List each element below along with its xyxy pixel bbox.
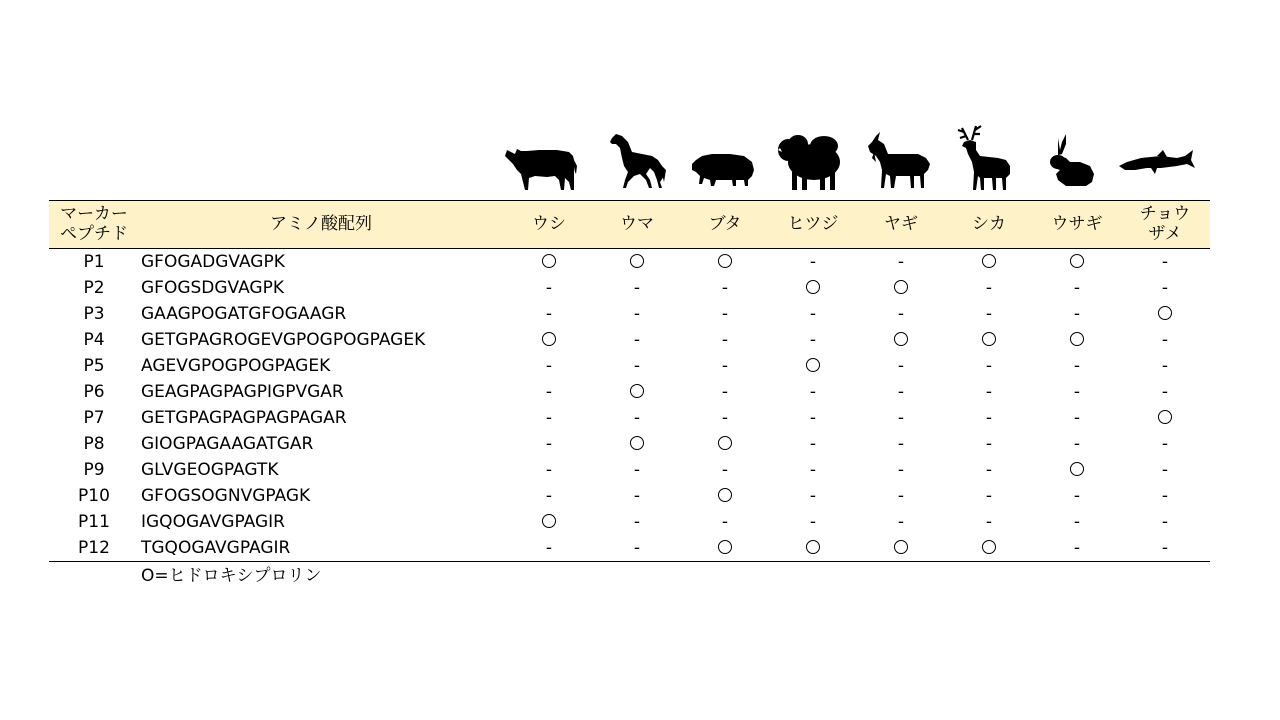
absent-mark: -: [721, 512, 729, 532]
absent-mark: -: [633, 330, 641, 350]
circle-icon: [894, 540, 908, 554]
present-mark: [769, 535, 857, 561]
absent-mark: -: [1073, 382, 1081, 402]
present-mark: [681, 483, 769, 509]
sequence-cell: GFOGSOGNVGPAGK: [141, 486, 311, 506]
absent-mark: -: [809, 486, 817, 506]
circle-icon: [718, 436, 732, 450]
circle-icon: [806, 358, 820, 372]
absent-mark: -: [1161, 330, 1169, 350]
species-label: ヒツジ: [787, 214, 839, 234]
header-marker-line2: ペプチド: [60, 224, 128, 244]
footnote: O=ヒドロキシプロリン: [141, 566, 322, 586]
horse-icon: [606, 120, 666, 195]
present-mark: [505, 249, 593, 275]
absent-mark: -: [985, 434, 993, 454]
present-mark: [945, 249, 1033, 275]
absent-mark: -: [1073, 408, 1081, 428]
absent-mark: -: [1161, 460, 1169, 480]
species-label: ウマ: [620, 214, 654, 234]
present-mark: [505, 327, 593, 353]
absent-mark: -: [809, 434, 817, 454]
absent-mark: -: [721, 460, 729, 480]
sequence-cell: GEAGPAGPAGPIGPVGAR: [141, 382, 344, 402]
table-row: [0, 457, 1280, 483]
absent-mark: -: [1073, 278, 1081, 298]
absent-mark: -: [1073, 304, 1081, 324]
absent-mark: -: [545, 408, 553, 428]
absent-mark: -: [721, 278, 729, 298]
present-mark: [593, 249, 681, 275]
absent-mark: -: [633, 512, 641, 532]
deer-icon: [954, 120, 1014, 195]
species-label: ウシ: [532, 214, 566, 234]
species-silhouettes: [0, 120, 1280, 195]
goat-icon: [866, 120, 934, 195]
sturgeon-icon: [1117, 120, 1197, 195]
absent-mark: -: [809, 460, 817, 480]
marker-cell: P7: [83, 408, 105, 428]
circle-icon: [806, 280, 820, 294]
circle-icon: [718, 488, 732, 502]
absent-mark: -: [633, 304, 641, 324]
absent-mark: -: [1073, 538, 1081, 558]
absent-mark: -: [633, 356, 641, 376]
absent-mark: -: [897, 408, 905, 428]
absent-mark: -: [545, 304, 553, 324]
circle-icon: [1070, 462, 1084, 476]
absent-mark: -: [985, 460, 993, 480]
table-row: [0, 509, 1280, 535]
absent-mark: -: [1073, 434, 1081, 454]
absent-mark: -: [1161, 278, 1169, 298]
marker-cell: P4: [83, 330, 105, 350]
absent-mark: -: [721, 408, 729, 428]
pig-icon: [690, 120, 758, 195]
circle-icon: [542, 332, 556, 346]
marker-cell: P12: [78, 538, 110, 558]
absent-mark: -: [809, 252, 817, 272]
absent-mark: -: [633, 486, 641, 506]
absent-mark: -: [897, 356, 905, 376]
absent-mark: -: [721, 382, 729, 402]
absent-mark: -: [721, 304, 729, 324]
absent-mark: -: [633, 460, 641, 480]
circle-icon: [718, 540, 732, 554]
absent-mark: -: [545, 538, 553, 558]
absent-mark: -: [545, 434, 553, 454]
species-label: ヤギ: [884, 214, 918, 234]
absent-mark: -: [545, 460, 553, 480]
marker-cell: P2: [83, 278, 105, 298]
circle-icon: [1158, 410, 1172, 424]
marker-cell: P8: [83, 434, 105, 454]
absent-mark: -: [545, 486, 553, 506]
sequence-cell: GIOGPAGAAGATGAR: [141, 434, 314, 454]
header-species-6: [1033, 200, 1121, 248]
table-row: [0, 379, 1280, 405]
circle-icon: [894, 332, 908, 346]
absent-mark: -: [985, 408, 993, 428]
table-row: [0, 483, 1280, 509]
marker-cell: P3: [83, 304, 105, 324]
species-label: シカ: [972, 214, 1006, 234]
absent-mark: -: [897, 304, 905, 324]
absent-mark: -: [809, 382, 817, 402]
circle-icon: [630, 436, 644, 450]
absent-mark: -: [809, 304, 817, 324]
present-mark: [681, 431, 769, 457]
rabbit-icon: [1044, 120, 1096, 195]
species-label: チョウ: [1139, 204, 1191, 224]
absent-mark: -: [545, 278, 553, 298]
sequence-cell: TGQOGAVGPAGIR: [141, 538, 291, 558]
header-species-4: [857, 200, 945, 248]
header-sequence: [141, 200, 501, 248]
present-mark: [769, 353, 857, 379]
species-label: ウサギ: [1051, 214, 1103, 234]
header-species-5: [945, 200, 1033, 248]
table-row: [0, 353, 1280, 379]
marker-cell: P1: [83, 252, 105, 272]
absent-mark: -: [721, 356, 729, 376]
absent-mark: -: [1161, 356, 1169, 376]
table-row: [0, 431, 1280, 457]
absent-mark: -: [545, 356, 553, 376]
present-mark: [1121, 301, 1209, 327]
table-row: [0, 301, 1280, 327]
absent-mark: -: [1161, 252, 1169, 272]
present-mark: [945, 327, 1033, 353]
absent-mark: -: [633, 408, 641, 428]
marker-cell: P11: [78, 512, 110, 532]
present-mark: [857, 275, 945, 301]
absent-mark: -: [897, 252, 905, 272]
circle-icon: [542, 254, 556, 268]
present-mark: [857, 535, 945, 561]
circle-icon: [982, 332, 996, 346]
present-mark: [945, 535, 1033, 561]
marker-cell: P10: [78, 486, 110, 506]
species-label-line2: ザメ: [1148, 224, 1182, 244]
absent-mark: -: [897, 434, 905, 454]
present-mark: [1033, 327, 1121, 353]
present-mark: [505, 509, 593, 535]
table-row: [0, 249, 1280, 275]
circle-icon: [894, 280, 908, 294]
present-mark: [769, 275, 857, 301]
sequence-cell: GETGPAGROGEVGPOGPOGPAGEK: [141, 330, 426, 350]
absent-mark: -: [1073, 512, 1081, 532]
header-sequence-label: アミノ酸配列: [270, 214, 372, 234]
header-species-2: [681, 200, 769, 248]
header-species-1: [593, 200, 681, 248]
present-mark: [1033, 457, 1121, 483]
absent-mark: -: [985, 382, 993, 402]
absent-mark: -: [1161, 512, 1169, 532]
present-mark: [681, 249, 769, 275]
absent-mark: -: [1073, 356, 1081, 376]
table-row: [0, 275, 1280, 301]
absent-mark: -: [985, 304, 993, 324]
sequence-cell: GFOGSDGVAGPK: [141, 278, 285, 298]
absent-mark: -: [897, 460, 905, 480]
sequence-cell: GAAGPOGATGFOGAAGR: [141, 304, 347, 324]
absent-mark: -: [809, 512, 817, 532]
present-mark: [593, 379, 681, 405]
circle-icon: [982, 540, 996, 554]
circle-icon: [1070, 332, 1084, 346]
absent-mark: -: [1073, 486, 1081, 506]
table-row: [0, 535, 1280, 561]
circle-icon: [1070, 254, 1084, 268]
marker-cell: P9: [83, 460, 105, 480]
absent-mark: -: [985, 356, 993, 376]
sequence-cell: GFOGADGVAGPK: [141, 252, 285, 272]
absent-mark: -: [1161, 486, 1169, 506]
circle-icon: [982, 254, 996, 268]
table-row: [0, 405, 1280, 431]
sequence-cell: GLVGEOGPAGTK: [141, 460, 279, 480]
present-mark: [681, 535, 769, 561]
circle-icon: [806, 540, 820, 554]
absent-mark: -: [809, 408, 817, 428]
circle-icon: [542, 514, 556, 528]
header-marker-line1: マーカー: [60, 204, 128, 224]
absent-mark: -: [633, 278, 641, 298]
present-mark: [593, 431, 681, 457]
marker-cell: P5: [83, 356, 105, 376]
circle-icon: [1158, 306, 1172, 320]
absent-mark: -: [1161, 382, 1169, 402]
absent-mark: -: [985, 512, 993, 532]
circle-icon: [718, 254, 732, 268]
header-species-3: [769, 200, 857, 248]
species-label: ブタ: [708, 214, 742, 234]
circle-icon: [630, 384, 644, 398]
absent-mark: -: [985, 278, 993, 298]
absent-mark: -: [721, 330, 729, 350]
cow-icon: [503, 120, 578, 195]
absent-mark: -: [897, 486, 905, 506]
header-species-7: [1121, 200, 1209, 248]
sequence-cell: IGQOGAVGPAGIR: [141, 512, 285, 532]
present-mark: [1033, 249, 1121, 275]
sequence-cell: GETGPAGPAGPAGPAGAR: [141, 408, 347, 428]
absent-mark: -: [897, 512, 905, 532]
absent-mark: -: [545, 382, 553, 402]
absent-mark: -: [985, 486, 993, 506]
circle-icon: [630, 254, 644, 268]
header-marker-peptide: [49, 200, 139, 248]
absent-mark: -: [897, 382, 905, 402]
table-bottom-rule: [49, 561, 1210, 562]
sheep-icon: [776, 120, 842, 195]
present-mark: [857, 327, 945, 353]
header-species-0: [505, 200, 593, 248]
absent-mark: -: [1161, 434, 1169, 454]
absent-mark: -: [633, 538, 641, 558]
table-row: [0, 327, 1280, 353]
present-mark: [1121, 405, 1209, 431]
marker-cell: P6: [83, 382, 105, 402]
absent-mark: -: [809, 330, 817, 350]
sequence-cell: AGEVGPOGPOGPAGEK: [141, 356, 331, 376]
absent-mark: -: [1161, 538, 1169, 558]
